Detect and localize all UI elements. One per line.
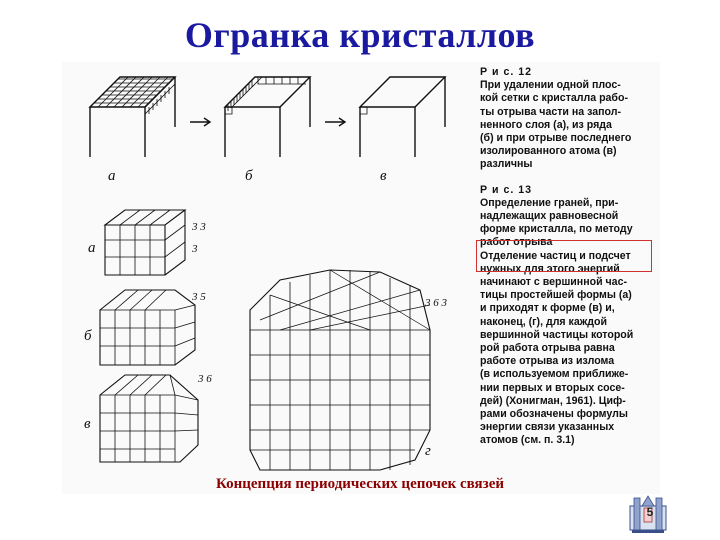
caption-line: энергии связи указанных (480, 421, 615, 434)
caption-line: Определение граней, при- (480, 196, 619, 209)
caption-line: рой работа отрыва равна (480, 342, 615, 355)
caption-line: изолированного атома (в) (480, 145, 617, 158)
caption-line: наконец, (г), для каждой (480, 315, 607, 328)
caption-fig12 (480, 66, 650, 172)
fig13-label-a: а (88, 240, 96, 256)
fig13-num-3: 3 (192, 243, 198, 255)
caption-line: и приходят к форме (в) и, (480, 302, 615, 315)
page-number: 5 (646, 505, 654, 519)
fig12-label-b: б (245, 168, 253, 184)
figure-12-box-v (360, 77, 445, 157)
caption-line: При удалении одной плос- (480, 79, 621, 92)
caption-line: рами обозначены формулы (480, 408, 628, 421)
figure-13-shape-b (100, 290, 195, 365)
caption-highlight-box (476, 240, 652, 272)
fig13-num-363: 3 6 3 (425, 297, 447, 309)
caption-line: ненного слоя (а), из ряда (480, 118, 612, 131)
figure-13-shape-a (105, 210, 185, 275)
caption-line: (в используемом приближе- (480, 368, 629, 381)
caption-line: нии первых и вторых сосе- (480, 381, 625, 394)
caption-fig13 (480, 184, 650, 448)
footer-caption (0, 476, 720, 493)
caption-line: кой сетки с кристалла рабо- (480, 92, 628, 105)
fig13-label-g: г (425, 443, 431, 459)
fig13-label-v: в (84, 416, 91, 432)
caption-line: Отделение частиц и подсчет (480, 249, 631, 262)
fig13-label-b: б (84, 328, 92, 344)
caption-line: форме кристалла, по методу (480, 223, 633, 236)
figure-12-box-a (90, 77, 175, 157)
figure-12 (80, 62, 470, 192)
figure-12-box-b (225, 77, 310, 157)
caption-line: ты отрыва части на запол- (480, 105, 621, 118)
caption-line: (б) и при отрыве последнего (480, 132, 632, 145)
caption-line: надлежащих равновесной (480, 210, 619, 223)
caption-line: дей) (Хонигман, 1961). Циф- (480, 394, 626, 407)
fig12-label-a: а (108, 168, 116, 184)
fig13-num-33: 3 3 (192, 221, 206, 233)
caption-line: работе отрыва из излома (480, 355, 615, 368)
caption-line: нужных для этого энергий (480, 262, 620, 275)
fig13-num-35: 3 5 (192, 291, 206, 303)
figure-13-shape-v (100, 375, 198, 462)
caption-line: работ отрыва (480, 236, 553, 249)
caption-fig12-head: Р и с. 12 (480, 66, 533, 78)
figure-13-shape-g (250, 270, 430, 470)
caption-fig13-head: Р и с. 13 (480, 183, 533, 196)
caption-line: вершинной частицы которой (480, 328, 634, 341)
fig12-label-v: в (380, 168, 387, 184)
fig13-num-36: 3 6 (198, 373, 212, 385)
figure-13 (80, 200, 470, 490)
slide-title: Огранка кристаллов (184, 15, 536, 55)
caption-line: начинают с вершинной час- (480, 276, 627, 289)
caption-line: тицы простейшей формы (а) (480, 289, 632, 302)
footer-text: Концепция периодических цепочек связей (215, 476, 504, 492)
caption-line: различны (480, 158, 533, 171)
caption-line: атомов (см. п. 3.1) (480, 434, 575, 447)
